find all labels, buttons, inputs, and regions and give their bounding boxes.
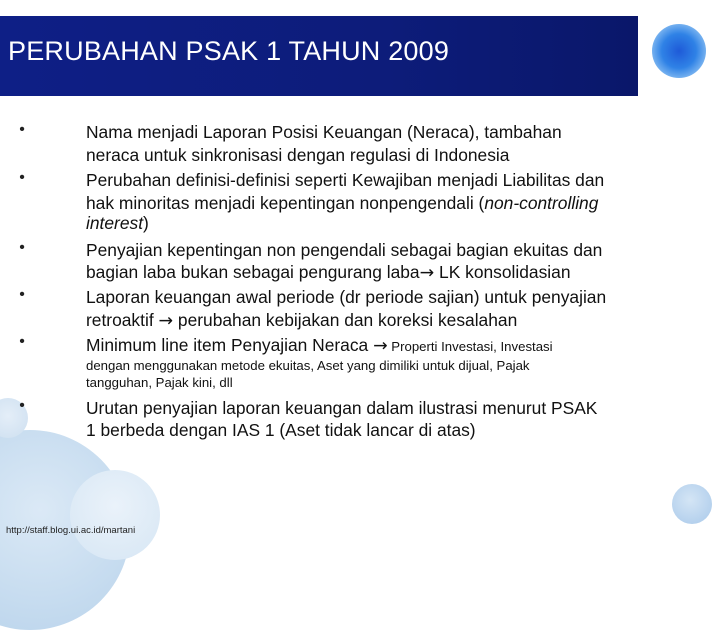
bullet-item-3-line-1: Penyajian kepentingan non pengendali sebagai bagian ekuitas dan [86, 240, 603, 260]
bullet-item-5-line-2: dengan menggunakan metode ekuitas, Aset yang dimiliki untuk dijual, Pajak [86, 358, 530, 373]
bullet-item-6-line-2: 1 berbeda dengan IAS 1 (Aset tidak lancar di atas) [86, 420, 476, 440]
bullet-item-3-text: bagian laba bukan sebagai pengurang laba [86, 262, 420, 282]
bullet-item-2-line-3 [86, 213, 149, 233]
bullet-item-2-italic-term-end: interest [86, 213, 144, 233]
bullet-item-4-text: retroaktif [86, 310, 159, 330]
bullet-item-5-line-1 [86, 335, 553, 357]
bullet-marker: • [19, 169, 25, 186]
bullet-item-2-text: hak minoritas menjadi kepentingan nonpengendali ( [86, 193, 485, 213]
footer-url: http://staff.blog.ui.ac.id/martani [6, 525, 136, 536]
bullet-item-3-line-2 [86, 262, 571, 283]
bullet-marker: • [19, 333, 25, 350]
bullet-item-2-closing: ) [143, 213, 149, 233]
bullet-item-6-line-1: Urutan penyajian laporan keuangan dalam ilustrasi menurut PSAK [86, 398, 598, 418]
bullet-item-5-line-3: tangguhan, Pajak kini, dll [86, 375, 233, 390]
arrow-icon: → [373, 336, 388, 356]
bullet-item-5-text: Minimum line item Penyajian Neraca [86, 335, 374, 355]
bullet-marker: • [19, 397, 25, 414]
bullet-item-4-line-1: Laporan keuangan awal periode (dr periode sajian) untuk penyajian [86, 287, 607, 307]
bullet-marker: • [19, 286, 25, 303]
bullet-item-2-line-2 [86, 193, 598, 213]
arrow-icon: → [419, 263, 435, 283]
bullet-item-5-detail: Properti Investasi, Investasi [387, 339, 553, 354]
bullet-marker: • [19, 121, 25, 138]
bullet-item-3-text-end: LK konsolidasian [434, 262, 571, 282]
bullet-item-1-line-1: Nama menjadi Laporan Posisi Keuangan (Neraca), tambahan [86, 122, 562, 142]
slide-title: PERUBAHAN PSAK 1 TAHUN 2009 [8, 36, 450, 66]
bullet-item-1-line-2: neraca untuk sinkronisasi dengan regulasi di Indonesia [86, 145, 510, 165]
bullet-item-2-italic-term: non-controlling [484, 193, 599, 213]
bullet-item-4-line-2 [86, 310, 517, 331]
arrow-icon: → [158, 311, 174, 331]
bullet-item-4-text-end: perubahan kebijakan dan koreksi kesalahan [173, 310, 518, 330]
bullet-marker: • [19, 239, 25, 256]
bullet-item-2-line-1: Perubahan definisi-definisi seperti Kewajiban menjadi Liabilitas dan [86, 170, 605, 190]
